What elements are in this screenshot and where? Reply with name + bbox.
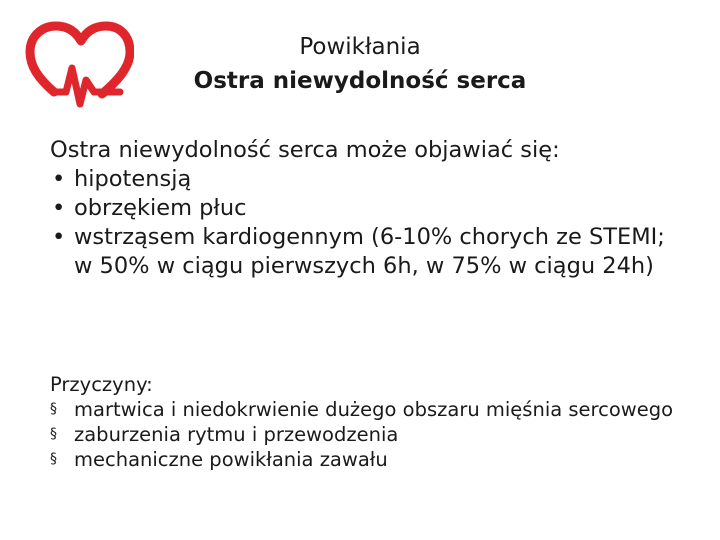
- list-item-text: mechaniczne powikłania zawału: [74, 448, 388, 471]
- bullet-section-icon: §: [50, 451, 57, 467]
- causes-list: [50, 397, 680, 472]
- bullet-section-icon: §: [50, 426, 57, 442]
- list-item-text: zaburzenia rytmu i przewodzenia: [74, 423, 399, 446]
- causes-section: [50, 372, 680, 472]
- symptoms-section: [50, 136, 680, 281]
- bullet-dot-icon: •: [52, 166, 66, 192]
- list-item-text: martwica i niedokrwienie dużego obszaru mięśnia sercowego: [74, 398, 674, 421]
- symptoms-intro: Ostra niewydolność serca może objawiać się:: [50, 137, 560, 163]
- list-item-text: wstrząsem kardiogennym (6-10% chorych ze STEMI; w 50% w ciągu pierwszych 6h, w 75% w ciągu 24h): [74, 224, 665, 279]
- list-item: [50, 165, 680, 194]
- bullet-section-icon: §: [50, 401, 57, 417]
- list-item-text: hipotensją: [74, 166, 192, 192]
- list-item: [50, 397, 680, 422]
- causes-intro: Przyczyny:: [50, 373, 153, 396]
- title-line-1: Powikłania: [299, 34, 421, 60]
- list-item: [50, 447, 680, 472]
- bullet-dot-icon: •: [52, 224, 66, 250]
- bullet-dot-icon: •: [52, 195, 66, 221]
- heart-ecg-icon: [24, 14, 134, 114]
- title-line-2: Ostra niewydolność serca: [193, 68, 527, 94]
- list-item: [50, 194, 680, 223]
- heart-ecg-logo: [24, 14, 134, 114]
- slide-title: [150, 30, 570, 98]
- list-item: [50, 223, 680, 281]
- list-item: [50, 422, 680, 447]
- symptoms-list: [50, 165, 680, 281]
- list-item-text: obrzękiem płuc: [74, 195, 247, 221]
